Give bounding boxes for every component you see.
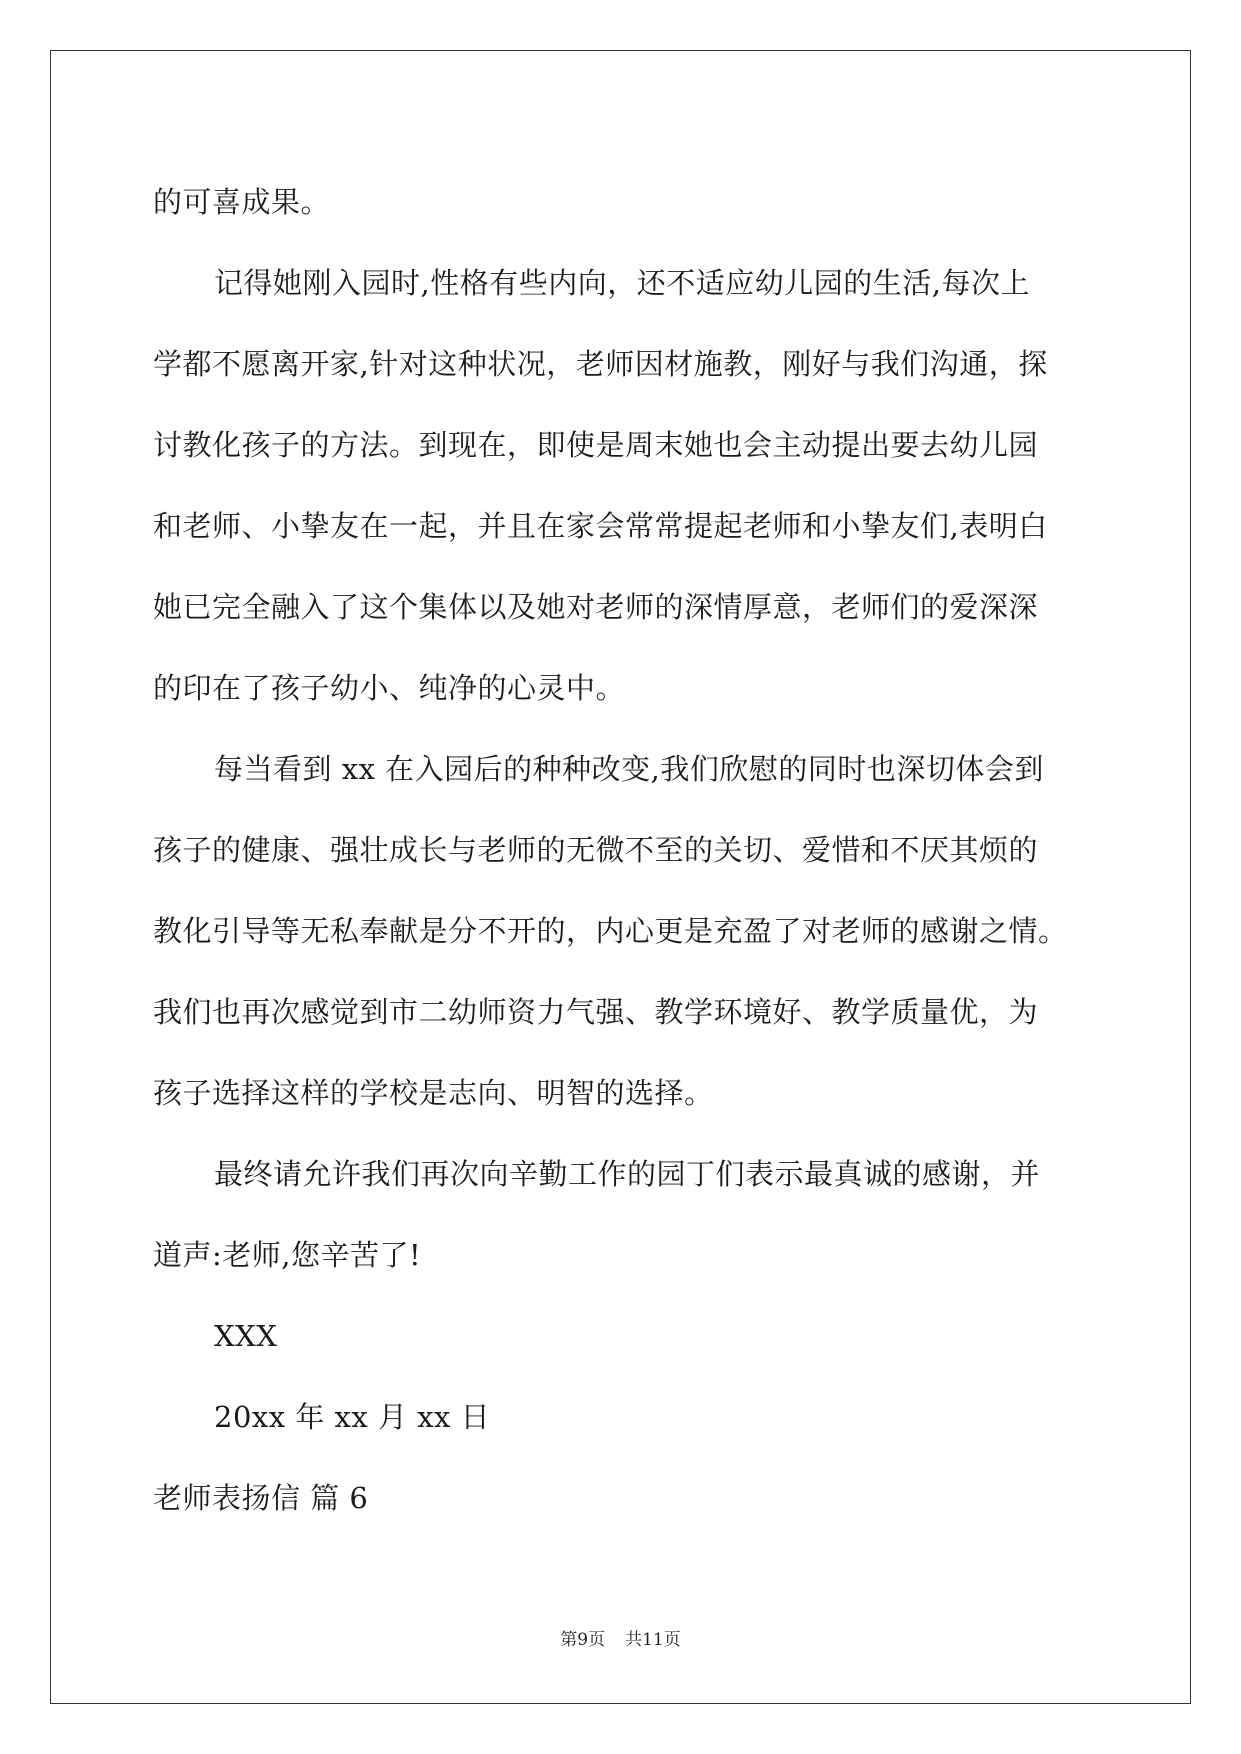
text-line: 孩子的健康、强壮成长与老师的无微不至的关切、爱惜和不厌其烦的	[153, 833, 1039, 867]
signature-name: XXX	[214, 1319, 278, 1353]
text-line: 和老师、小挚友在一起，并且在家会常常提起老师和小挚友们,表明白	[153, 509, 1048, 543]
text-line: 她已完全融入了这个集体以及她对老师的深情厚意，老师们的爱深深	[153, 590, 1039, 624]
text-line: 道声:老师,您辛苦了!	[153, 1238, 422, 1272]
text-line: 学都不愿离开家,针对这种状况，老师因材施教，刚好与我们沟通，探	[153, 347, 1048, 381]
text-line: 最终请允许我们再次向辛勤工作的园丁们表示最真诚的感谢，并	[214, 1157, 1041, 1191]
signature-date: 20xx 年 xx 月 xx 日	[214, 1400, 491, 1434]
document-body	[153, 162, 1093, 1539]
page-footer	[0, 1625, 1241, 1650]
page-number: 第9页	[560, 1630, 606, 1650]
text-line: 记得她刚入园时,性格有些内向，还不适应幼儿园的生活,每次上	[214, 266, 1030, 300]
text-line: 讨教化孩子的方法。到现在，即使是周末她也会主动提出要去幼儿园	[153, 428, 1039, 462]
page-total: 共11页	[625, 1630, 681, 1650]
text-line: 的可喜成果。	[153, 185, 331, 219]
text-line: 我们也再次感觉到市二幼师资力气强、教学环境好、教学质量优，为	[153, 995, 1039, 1029]
text-line: 的印在了孩子幼小、纯净的心灵中。	[153, 671, 626, 705]
text-line: 孩子选择这样的学校是志向、明智的选择。	[153, 1076, 714, 1110]
section-heading: 老师表扬信 篇 6	[153, 1481, 369, 1515]
text-line: 每当看到 xx 在入园后的种种改变,我们欣慰的同时也深切体会到	[214, 752, 1044, 786]
text-line: 教化引导等无私奉献是分不开的，内心更是充盈了对老师的感谢之情。	[153, 914, 1068, 948]
